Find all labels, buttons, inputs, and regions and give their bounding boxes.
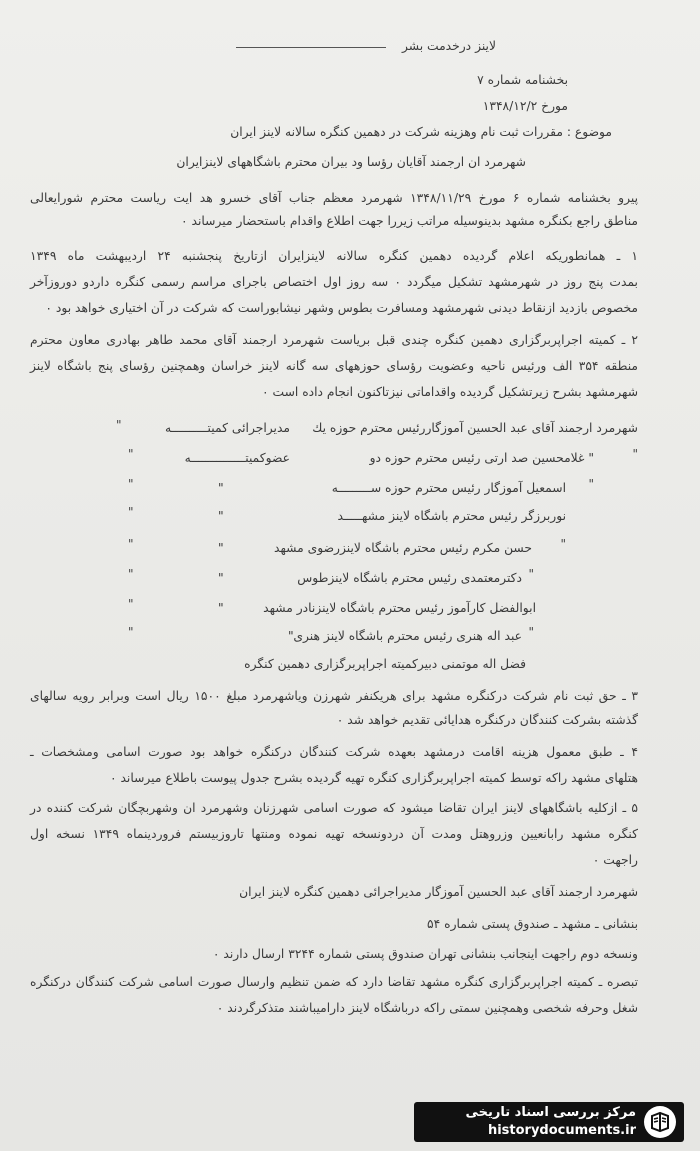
intro-line-1: پیرو بخشنامه شماره ۶ مورخ ۱۳۴۸/۱۱/۲۹ شهرمرد معظم جناب آقای خسرو هد ایت ریاست محترم شورایعالی bbox=[30, 191, 638, 205]
p2-line-3: شهرمشهد بشرح زیرتشکیل گردیده واقداماتی نیزتاکنون انجام داده است ٠ bbox=[261, 385, 638, 399]
archive-watermark bbox=[414, 1102, 684, 1142]
ditto-mark: " bbox=[128, 447, 134, 461]
p5-line-3: راجهت ٠ bbox=[592, 853, 638, 867]
archive-url: historydocuments.ir bbox=[487, 1123, 636, 1138]
p4-line-1: ۴ ـ طبق معمول هزینه اقامت درمشهد بعهده شرکت کنندگان درکنگره خواهد بود صورت اسامی ومشخصات ـ bbox=[30, 745, 638, 759]
committee-member-2: " غلامحسین صد ارتی رئیس محترم حوزه دو bbox=[369, 451, 594, 465]
committee-member-4: نوربرزگر رئیس محترم باشگاه لاینز مشهـــــد bbox=[337, 509, 566, 523]
committee-role-1: مدیراجرائی کمیتــــــــــه bbox=[164, 421, 290, 435]
p1-line-2: بمدت پنج روز در شهرمشهد تشکیل میگردد ٠ سه روز اول اختصاص باجرای مراسم رسمی کنگره داردو دوروزآخر bbox=[30, 275, 638, 289]
committee-role-6: " bbox=[218, 571, 224, 585]
p4-line-2: هتلهای مشهد راکه توسط کمیته اجراپربرگزاری کنگره تهیه گردیده بشرح جدول پیوست باطلاع میرساند ٠ bbox=[109, 771, 638, 785]
note-line-2: شغل وحرفه شخصی وهمچنین سمتی راکه درباشگاه لاینز دارامیباشند متذکرگردند ٠ bbox=[216, 1001, 638, 1015]
circular-subject: موضوع : مقررات ثبت نام وهزینه شرکت در دهمین کنگره سالانه لاینز ایران bbox=[230, 125, 612, 139]
ditto-mark: " bbox=[128, 625, 134, 639]
p1-line-3: مخصوص بازدید ازنقاط دیدنی شهرمشهد ومسافرت بطوس وشهر نیشابوراست که شرکت در آن اختیاری خواهد بود ٠ bbox=[45, 301, 638, 315]
committee-member-8: عبد اله هنری رئیس محترم باشگاه لاینز هنری bbox=[293, 629, 522, 643]
committee-member-5: حسن مکرم رئیس محترم باشگاه لاینزرضوی مشهد bbox=[274, 541, 532, 555]
committee-member-1: شهرمرد ارجمند آقای عبد الحسین آموزگاررئیس محترم حوزه یك bbox=[312, 421, 638, 435]
header-title-underline bbox=[236, 47, 386, 48]
committee-role-4: " bbox=[218, 509, 224, 523]
circular-number: بخشنامه شماره ۷ bbox=[477, 73, 568, 87]
committee-role-2: عضوکمیتـــــــــــــــه bbox=[184, 451, 290, 465]
p3-line-1: ۳ ـ حق ثبت نام شرکت درکنگره مشهد برای هریکنفر شهرزن ویاشهرمرد مبلغ ۱۵۰۰ ریال است وبرابر رویه سالهای bbox=[30, 689, 638, 703]
ditto-mark: " bbox=[632, 447, 638, 461]
ditto-mark: " bbox=[128, 505, 134, 519]
ditto-mark: " bbox=[128, 567, 134, 581]
ditto-mark: " bbox=[528, 567, 534, 581]
ditto-mark: " bbox=[128, 477, 134, 491]
committee-member-7: ابوالفضل کارآموز رئیس محترم باشگاه لاینزنادر مشهد bbox=[263, 601, 536, 615]
closing-line: شهرمرد ارجمند آقای عبد الحسین آموزگار مدیراجرائی دهمین کنگره لاینز ایران bbox=[239, 885, 638, 899]
committee-role-5: " bbox=[218, 541, 224, 555]
intro-line-2: مناطق راجع بکنگره مشهد بدینوسیله مراتب زیررا جهت اطلاع واقدام باستحضار میرساند ٠ bbox=[181, 214, 638, 228]
archive-name: مرکز بررسی اسناد تاریخی bbox=[465, 1105, 636, 1120]
ditto-mark: " bbox=[588, 477, 594, 491]
committee-role-7: " bbox=[218, 601, 224, 615]
copy-line: ونسخه دوم راجهت اینجانب بنشانی تهران صندوق پستی شماره ۳۲۴۴ ارسال دارند ٠ bbox=[212, 947, 638, 961]
ditto-mark: " bbox=[128, 537, 134, 551]
ditto-mark: " bbox=[128, 597, 134, 611]
p3-line-2: گذشته بشرکت کنندگان درکنگره هدایائی تقدیم خواهد شد ٠ bbox=[336, 713, 638, 727]
address-line: بنشانی ـ مشهد ـ صندوق پستی شماره ۵۴ bbox=[427, 917, 638, 931]
committee-member-9: فضل اله موتمنی دبیرکمیته اجراپربرگزاری دهمین کنگره bbox=[244, 657, 526, 671]
circular-date: مورخ ۱۳۴۸/۱۲/۲ bbox=[482, 99, 568, 113]
note-line-1: تبصره ـ کمیته اجراپربرگزاری کنگره مشهد تقاضا دارد که ضمن تنظیم وارسال صورت اسامی شرکت کنندگان درکنگره bbox=[30, 975, 638, 989]
p5-line-1: ۵ ـ ازکلیه باشگاههای لاینز ایران تقاضا میشود که صورت اسامی شهرزنان وشهرمرد ان وشهربچگان شرکت کننده در bbox=[30, 801, 638, 815]
salutation: شهرمرد ان ارجمند آقایان رؤسا ود بیران محترم باشگاههای لاینزایران bbox=[176, 155, 526, 169]
p5-line-2: کنگره مشهد رابانعیین وزروهتل ومدت آن دردونسخه تهیه نموده ومنتها تاروزبیستم فروردینماه ۱۳۴۹ نسخه اول bbox=[30, 827, 638, 841]
archive-logo-icon bbox=[644, 1106, 676, 1138]
p1-line-1: ۱ ـ همانطوریکه اعلام گردیده دهمین کنگره سالانه لاینزایران ازتاریخ پنجشنبه ۲۴ اردیبهشت ماه ۱۳۴۹ bbox=[30, 249, 638, 263]
committee-role-3: " bbox=[218, 481, 224, 495]
ditto-mark: " bbox=[560, 537, 566, 551]
committee-member-6: دکترمعتمدی رئیس محترم باشگاه لاینزطوس bbox=[297, 571, 522, 585]
header-title: لاینز درخدمت بشر bbox=[401, 39, 496, 53]
committee-role-8: " bbox=[288, 629, 294, 643]
committee-member-3: اسمعیل آموزگار رئیس محترم حوزه ســـــــــه bbox=[331, 481, 566, 495]
ditto-mark: " bbox=[116, 418, 122, 432]
p2-line-2: منطقه ۳۵۴ الف ورئیس ناحیه وعضویت رؤسای حوزههای سه گانه لاینز خراسان وهمچنین رؤسای پنج باشگاه لاینز bbox=[30, 359, 638, 373]
ditto-mark: " bbox=[528, 625, 534, 639]
p2-line-1: ۲ ـ کمیته اجراپربرگزاری دهمین کنگره چندی قبل بریاست شهرمرد ارجمند آقای محمد طاهر بهادری معاون محترم bbox=[30, 333, 638, 347]
